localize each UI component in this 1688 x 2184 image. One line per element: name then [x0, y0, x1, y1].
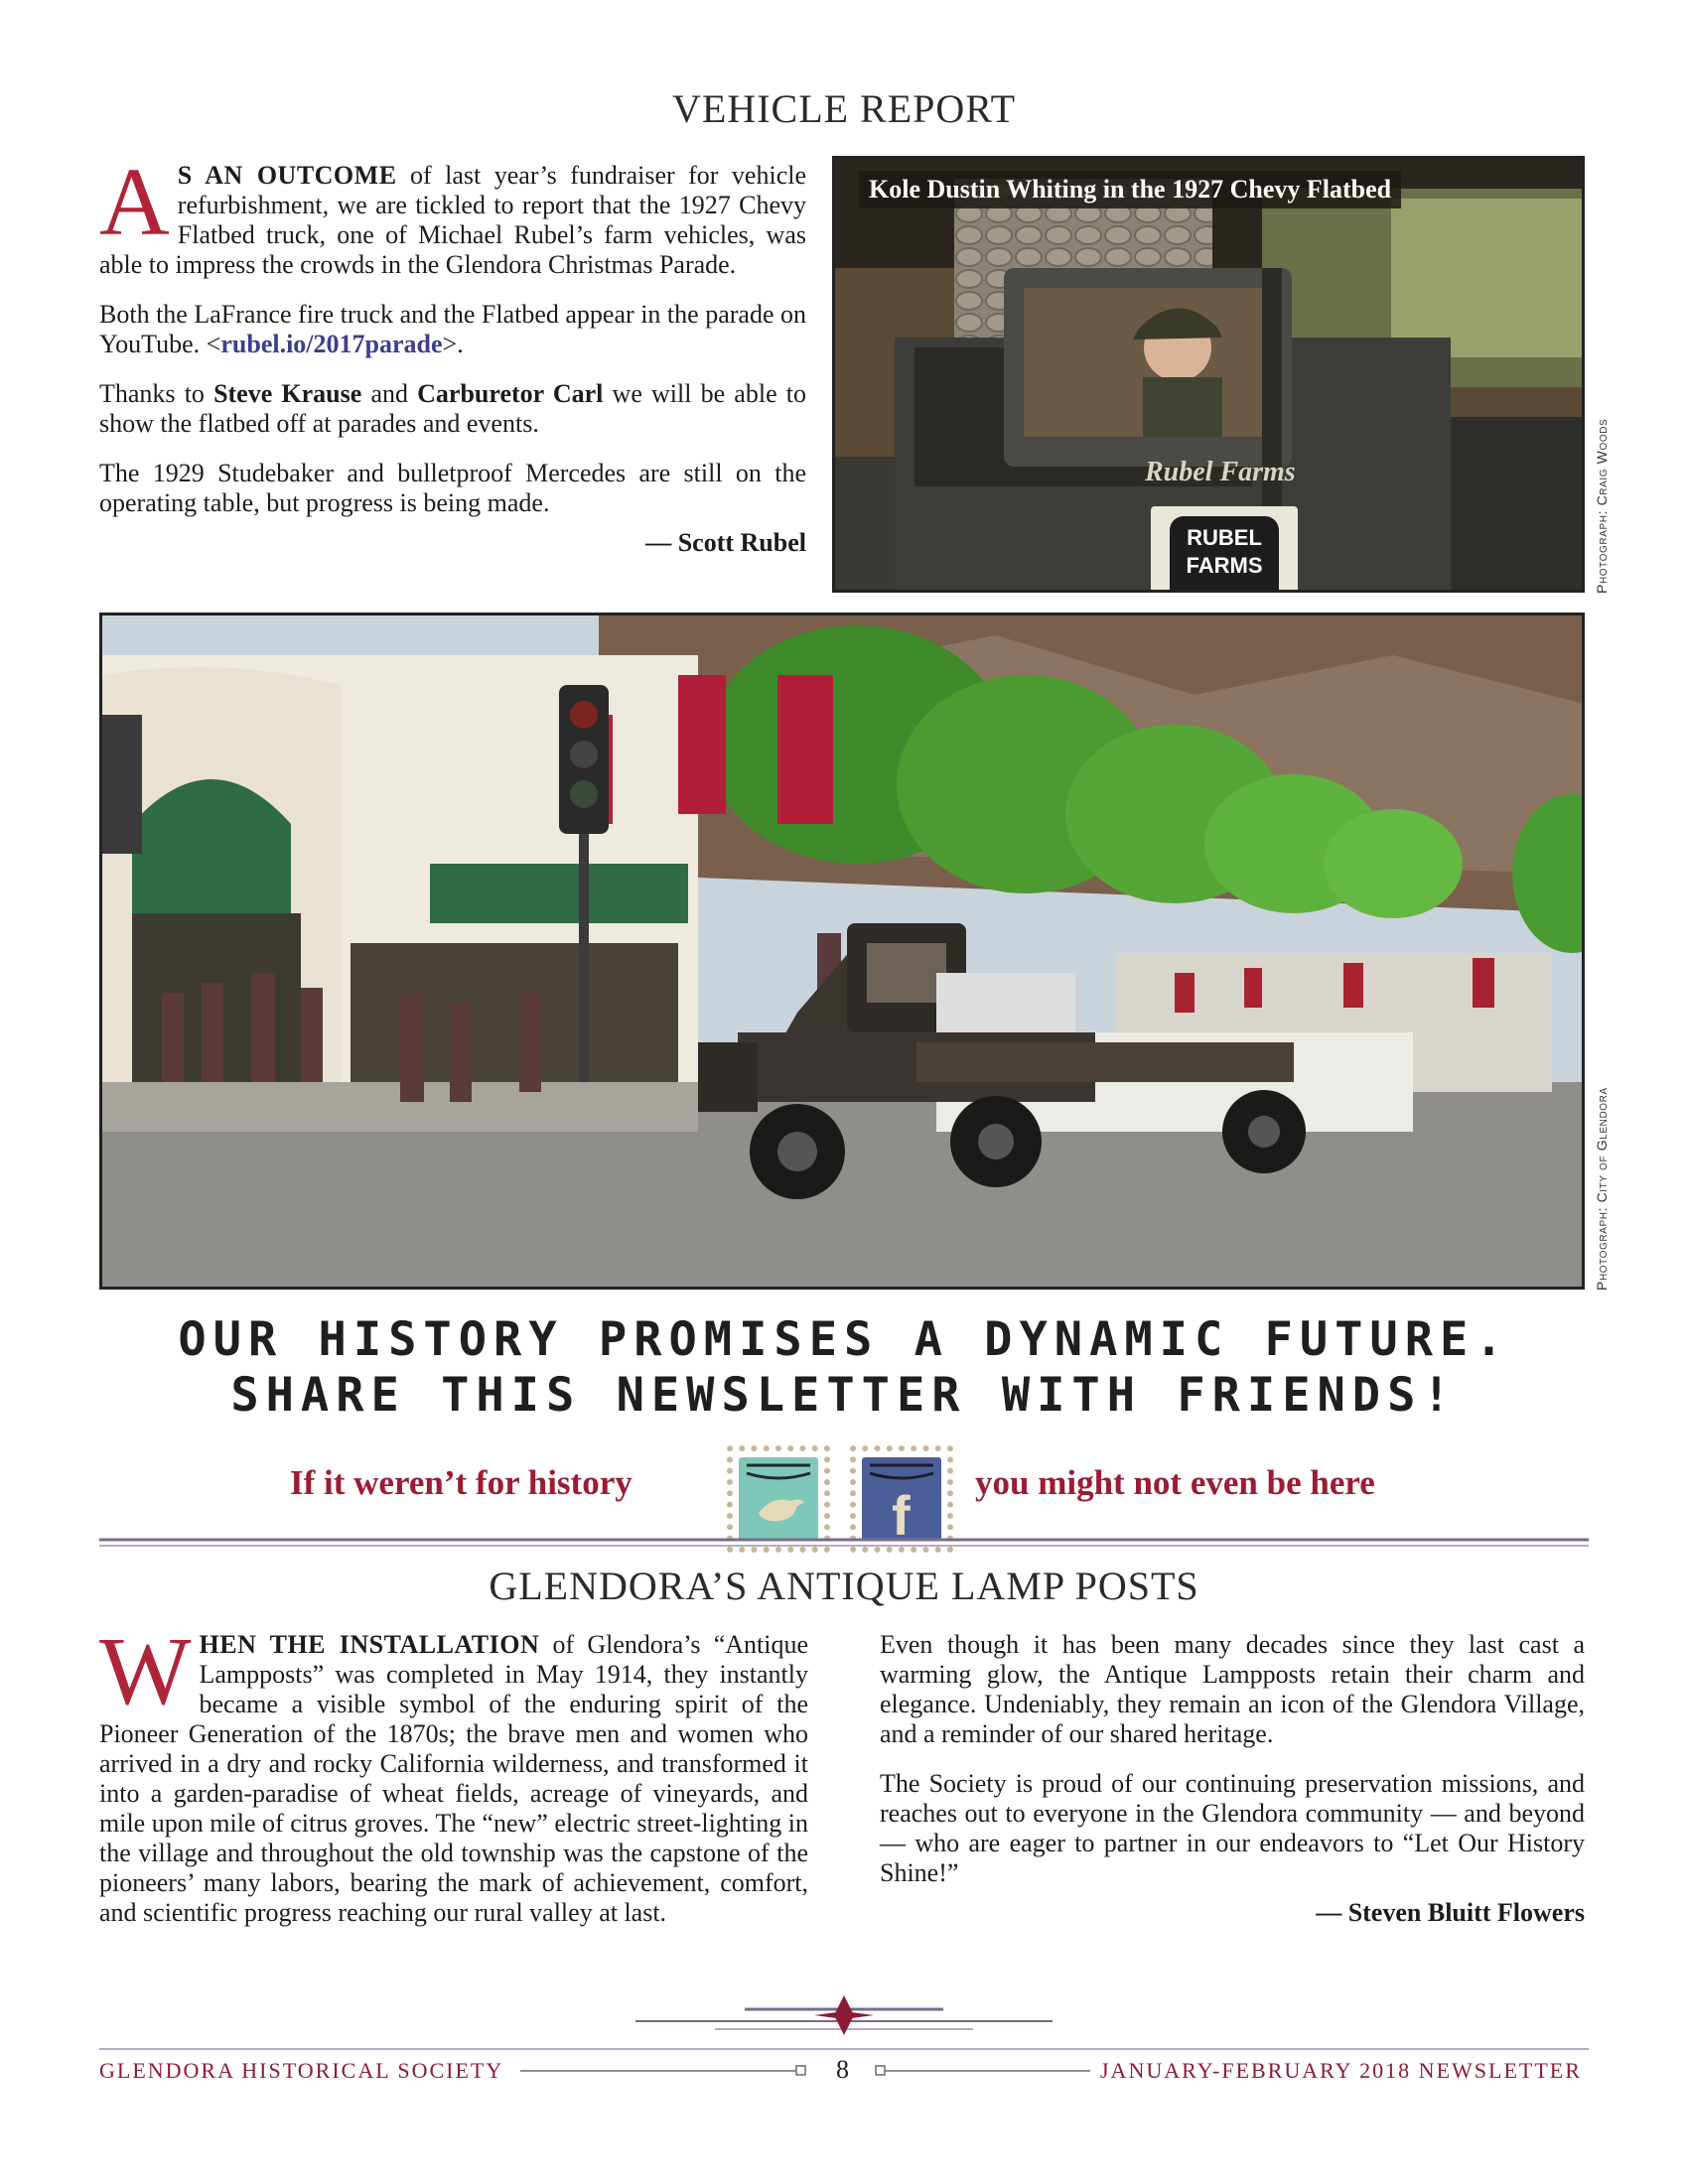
photo-glendora-parade: [99, 613, 1585, 1290]
bird-icon: [739, 1457, 818, 1541]
lamp-posts-paragraph-2: Even though it has been many decades since they last cast a warming glow, the Antique Lampposts retain their charm and elegance. Undeniably, they remain an icon of the Glendora Village, and a reminder of our shared heritage.: [880, 1630, 1585, 1748]
paragraph-text: we will be able to show the flatbed off at parades and events.: [99, 379, 806, 438]
lead-in: HEN THE INSTALLATION: [199, 1630, 540, 1659]
lamp-posts-paragraph-3: The Society is proud of our continuing preservation missions, and reaches out to everyone in the Glendora community — and beyond — who are eager to partner in our endeavors to “Let Our History Shine!”: [880, 1769, 1585, 1887]
promo-tagline-left: If it weren’t for history: [290, 1463, 633, 1502]
paragraph-text: >.: [442, 330, 464, 358]
parade-scene-illustration: [102, 615, 1585, 1290]
vehicle-report-paragraph-3: [99, 379, 806, 439]
lamp-posts-column-1: [99, 1618, 809, 1948]
footer-society-name: GLENDORA HISTORICAL SOCIETY: [99, 2058, 504, 2083]
photo-caption: Kole Dustin Whiting in the 1927 Chevy Flatbed: [859, 171, 1401, 208]
name-carburetor-carl: Carburetor Carl: [417, 379, 604, 408]
signature-steven-bluitt-flowers: — Steven Bluitt Flowers: [1316, 1898, 1585, 1927]
lamp-posts-heading: GLENDORA’S ANTIQUE LAMP POSTS: [489, 1564, 1199, 1608]
rubel-farms-logo: [1170, 516, 1279, 593]
photo-chevy-flatbed-cab: [832, 156, 1585, 593]
twitter-stamp-icon[interactable]: [727, 1445, 830, 1553]
vehicle-report-paragraph-2: [99, 300, 806, 359]
vehicle-report-paragraph-1: [99, 149, 806, 280]
lead-in: S AN OUTCOME: [177, 161, 397, 190]
sign-line-1: RUBEL: [1187, 525, 1262, 550]
vehicle-report-column: [99, 149, 806, 558]
vehicle-report-heading: VEHICLE REPORT: [671, 86, 1017, 131]
youtube-link[interactable]: rubel.io/2017parade: [220, 330, 443, 358]
facebook-letter: f: [892, 1484, 911, 1547]
paragraph-text: Thanks to: [99, 379, 214, 408]
photo-credit-city-of-glendora: Photograph: City of Glendora: [1594, 1087, 1610, 1291]
page-number: 8: [836, 2055, 851, 2084]
paragraph-text: Both the LaFrance fire truck and the Flatbed appear in the parade on YouTube. <: [99, 300, 806, 358]
dropcap-w: W: [99, 1618, 192, 1725]
dropcap-a: A: [99, 149, 170, 256]
truck-door-lettering: Rubel Farms: [1145, 457, 1296, 487]
paragraph-text: and: [361, 379, 418, 408]
vehicle-report-paragraph-4: The 1929 Studebaker and bulletproof Mercedes are still on the operating table, but progress is being made.: [99, 459, 806, 517]
signature-scott-rubel: — Scott Rubel: [645, 528, 806, 557]
rubel-farms-sign: [1151, 506, 1298, 593]
footer-ornament: [616, 1989, 1072, 2041]
section-divider: [99, 1538, 1589, 1548]
sign-line-2: FARMS: [1186, 553, 1263, 578]
photo-credit-craig-woods: Photograph: Craig Woods: [1594, 418, 1610, 594]
promo-tagline-right: you might not even be here: [975, 1463, 1375, 1502]
footer-right-flourish: [874, 2061, 1092, 2081]
facebook-stamp-icon[interactable]: [850, 1445, 953, 1553]
footer-issue-date: JANUARY-FEBRUARY 2018 NEWSLETTER: [1100, 2058, 1582, 2083]
paragraph-text: of Glendora’s “Antique Lampposts” was completed in May 1914, they instantly became a visible symbol of the enduring spirit of the Pioneer Generation of the 1870s; the brave men and women who arrived in a dry and rocky California wilderness, and transformed it into a garden-paradise of wheat fields, acreage of vineyards, and mile upon mile of citrus groves. The “new” electric street-lighting in the village and throughout the old township was the capstone of the pioneers’ many labors, bearing the mark of achievement, comfort, and scientific progress reaching our rural valley at last.: [99, 1630, 809, 1927]
footer-left-flourish: [520, 2061, 808, 2081]
footer-top-rule: [99, 2047, 1589, 2053]
lamp-posts-paragraph-1: [99, 1618, 809, 1928]
lamp-posts-column-2: [880, 1630, 1585, 1928]
paragraph-text: of last year’s fundraiser for vehicle refurbishment, we are tickled to report that the 1927 Chevy Flatbed truck, one of Michael Rubel’s farm vehicles, was able to impress the crowds in the Glendora Christmas Parade.: [99, 161, 806, 279]
promo-line-1: OUR HISTORY PROMISES A DYNAMIC FUTURE.: [178, 1312, 1510, 1367]
name-steve-krause: Steve Krause: [213, 379, 362, 408]
promo-line-2: SHARE THIS NEWSLETTER WITH FRIENDS!: [230, 1368, 1458, 1423]
